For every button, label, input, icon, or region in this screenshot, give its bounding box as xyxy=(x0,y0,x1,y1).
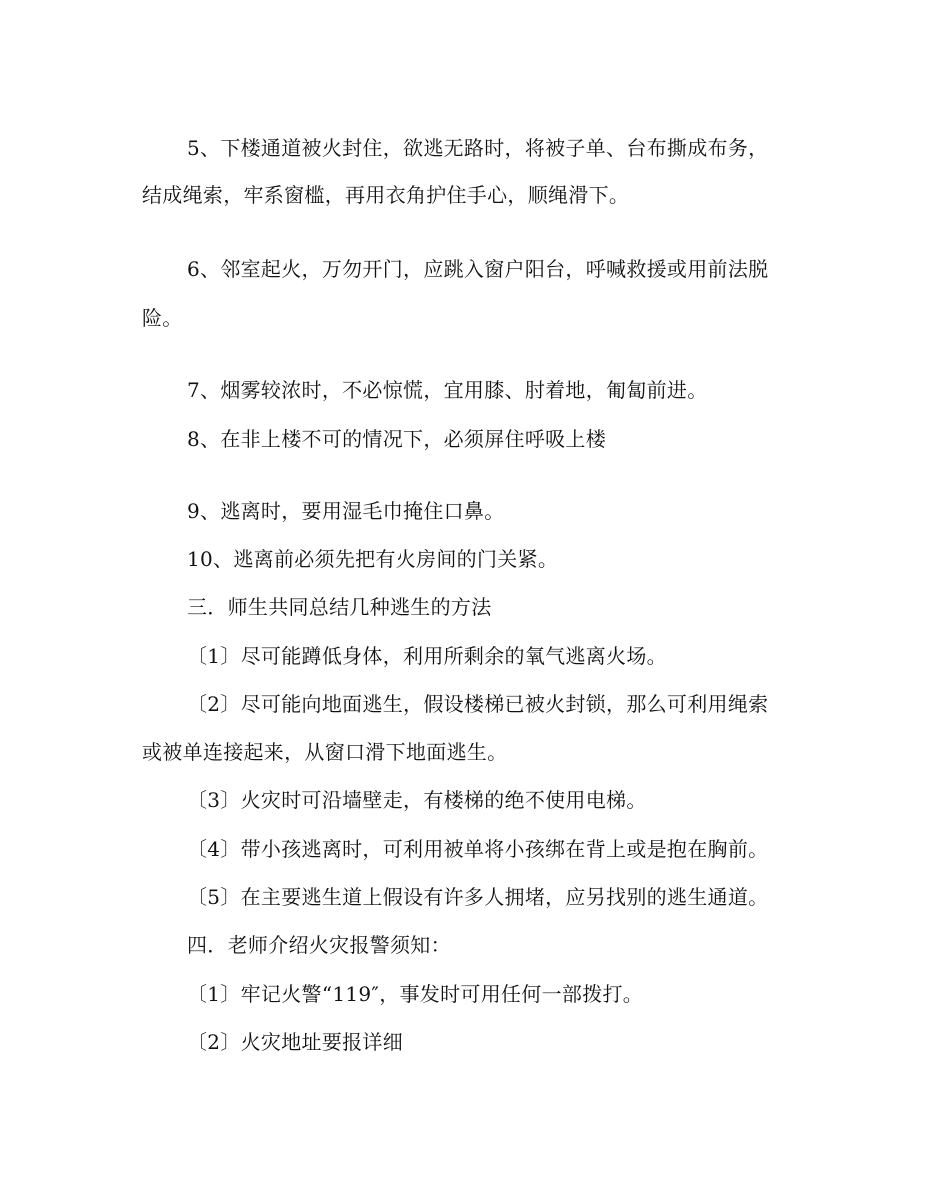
method-item-5: 〔5〕在主要逃生道上假设有许多人拥堵，应另找别的逃生通道。 xyxy=(187,885,769,909)
paragraph-6-line-2: 险。 xyxy=(142,306,183,330)
method-item-2-line-2: 或被单连接起来，从窗口滑下地面逃生。 xyxy=(142,740,508,764)
alarm-item-2: 〔2〕火灾地址要报详细 xyxy=(187,1030,404,1054)
paragraph-6-line-1: 6、邻室起火，万勿开门，应跳入窗户阳台，呼喊救援或用前法脱 xyxy=(187,257,769,281)
paragraph-5-line-2: 结成绳索，牢系窗槛，再用衣角护住手心，顺绳滑下。 xyxy=(142,183,630,207)
method-item-3: 〔3〕火灾时可沿墙壁走，有楼梯的绝不使用电梯。 xyxy=(187,788,647,812)
alarm-item-1: 〔1〕牢记火警“119″，事发时可用任何一部拨打。 xyxy=(187,982,644,1006)
paragraph-7: 7、烟雾较浓时，不必惊慌，宜用膝、肘着地，匍匐前进。 xyxy=(187,378,708,402)
method-item-4: 〔4〕带小孩逃离时，可利用被单将小孩绑在背上或是抱在胸前。 xyxy=(187,837,769,861)
method-item-1: 〔1〕尽可能蹲低身体，利用所剩余的氧气逃离火场。 xyxy=(187,644,667,668)
section-heading-3: 三．师生共同总结几种逃生的方法 xyxy=(187,595,492,619)
paragraph-9: 9、逃离时，要用湿毛巾掩住口鼻。 xyxy=(187,499,505,523)
paragraph-8: 8、在非上楼不可的情况下，必须屏住呼吸上楼 xyxy=(187,427,607,451)
section-heading-4: 四．老师介绍火灾报警须知： xyxy=(187,933,451,957)
method-item-2-line-1: 〔2〕尽可能向地面逃生，假设楼梯已被火封锁，那么可利用绳索 xyxy=(187,692,769,716)
paragraph-5-line-1: 5、下楼通道被火封住，欲逃无路时，将被子单、台布撕成布务， xyxy=(187,136,769,160)
paragraph-10: 10、逃离前必须先把有火房间的门关紧。 xyxy=(187,547,559,571)
